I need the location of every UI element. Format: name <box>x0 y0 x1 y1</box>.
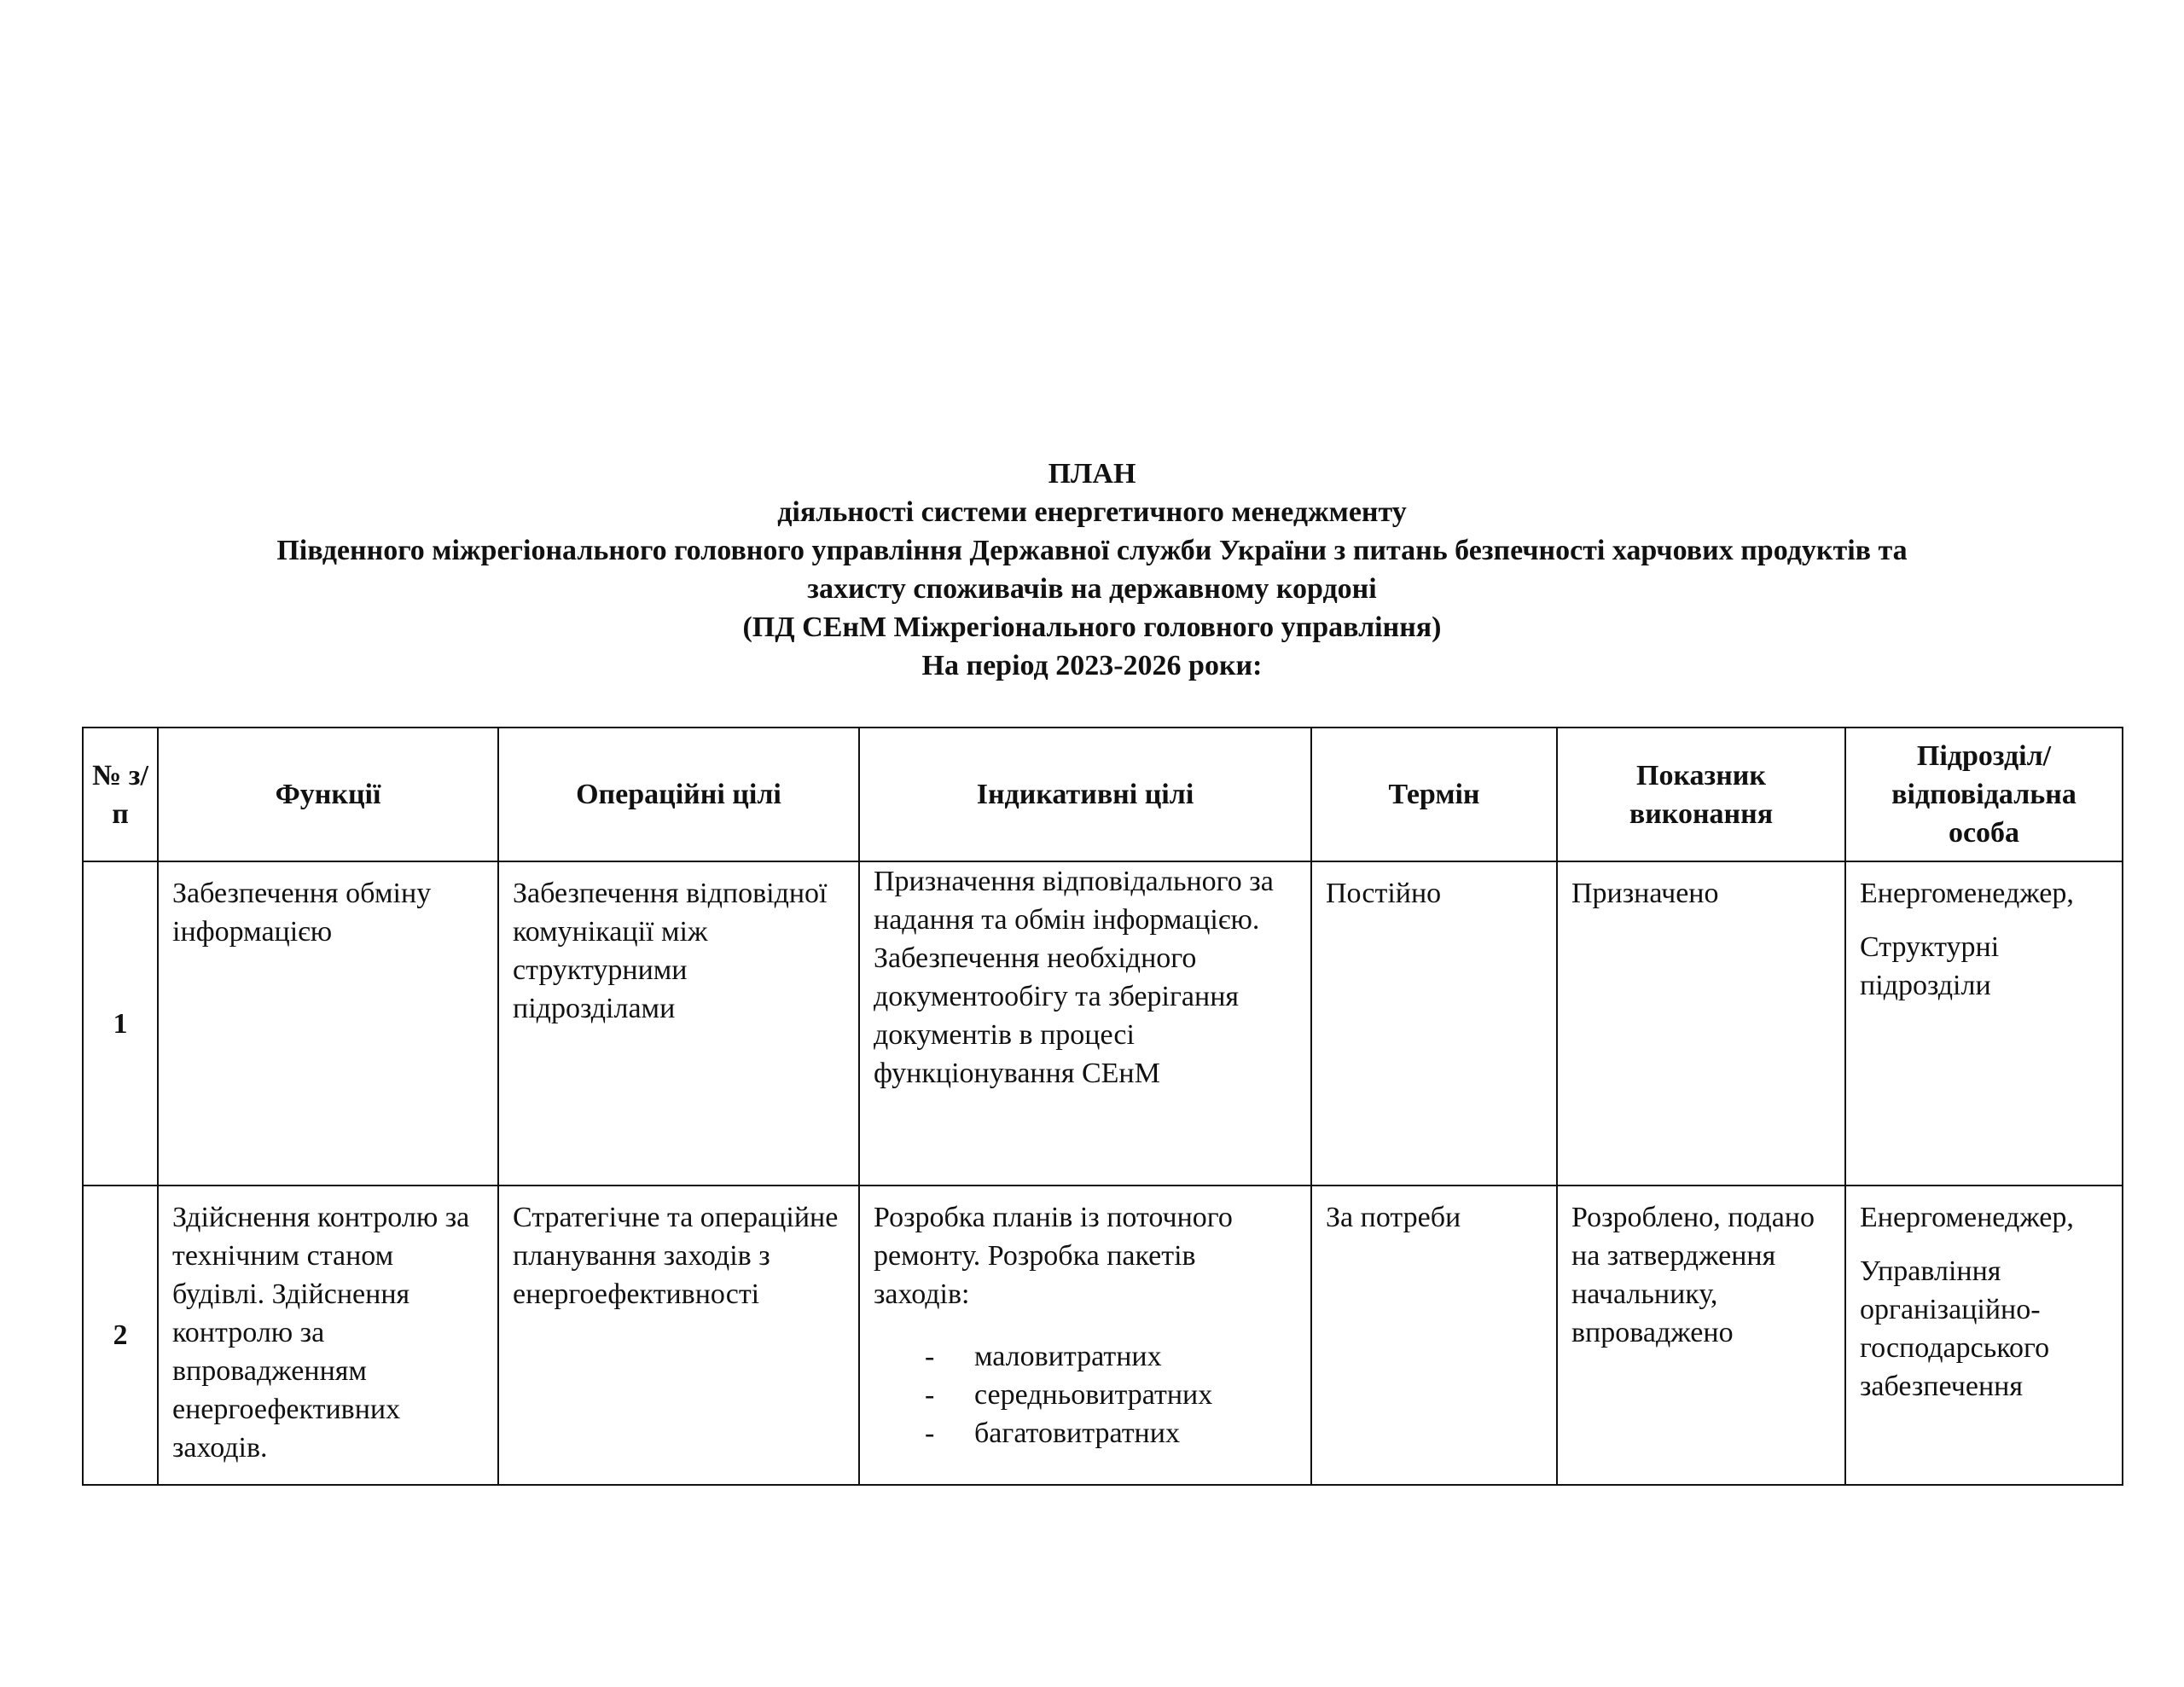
functions-cell: Забезпечення обміну інформацією <box>158 861 498 1186</box>
column-header-functions: Функції <box>158 728 498 861</box>
indicative-goals-text: Розробка планів із поточного ремонту. Розробка пакетів заходів: <box>874 1202 1233 1310</box>
document-title: ПЛАН <box>1048 458 1136 490</box>
measures-list <box>874 1337 1297 1452</box>
table-row <box>83 1186 2123 1485</box>
term-cell: За потреби <box>1311 1186 1557 1485</box>
responsible-unit: Управління організаційно-господарського забезпечення <box>1860 1255 2050 1402</box>
column-header-operational-goals: Операційні цілі <box>498 728 859 861</box>
operational-goals-cell: Стратегічне та операційне планування заходів з енергоефективності <box>498 1186 859 1485</box>
responsible-cell <box>1845 1186 2123 1485</box>
indicative-goals-cell: Призначення відповідального за надання та обмін інформацією. Забезпечення необхідного документообігу та зберігання документів в процесі функціонування СЕнМ <box>859 861 1311 1186</box>
indicator-cell: Призначено <box>1557 861 1845 1186</box>
row-number: 2 <box>83 1186 158 1485</box>
list-item: - маловитратних <box>925 1337 1297 1376</box>
term-cell: Постійно <box>1311 861 1557 1186</box>
plan-table <box>82 727 2123 1486</box>
period-line: На період 2023-2026 роки: <box>921 650 1263 681</box>
organization-name-line-1: Південного міжрегіонального головного управління Державної служби України з питань безпечності харчових продуктів та <box>276 535 1908 566</box>
responsible-unit: Структурні підрозділи <box>1860 931 2000 1001</box>
functions-cell: Здійснення контролю за технічним станом будівлі. Здійснення контролю за впровадженням енергоефективних заходів. <box>158 1186 498 1485</box>
column-header-responsible: Підрозділ/ відповідальна особа <box>1845 728 2123 861</box>
responsible-person: Енергоменеджер, <box>1860 1202 2074 1233</box>
column-header-term: Термін <box>1311 728 1557 861</box>
column-header-number: № з/п <box>83 728 158 861</box>
responsible-person: Енергоменеджер, <box>1860 878 2074 909</box>
indicative-goals-cell <box>859 1186 1311 1485</box>
indicator-cell: Розроблено, подано на затвердження начальнику, впроваджено <box>1557 1186 1845 1485</box>
list-item: - багатовитратних <box>925 1414 1297 1452</box>
organization-name-line-2: захисту споживачів на державному кордоні <box>807 573 1377 605</box>
operational-goals-cell: Забезпечення відповідної комунікації між структурними підрозділами <box>498 861 859 1186</box>
abbreviation-line: (ПД СЕнМ Міжрегіонального головного управління) <box>742 612 1442 643</box>
document-subtitle: діяльності системи енергетичного менеджменту <box>777 496 1407 528</box>
table-row <box>83 861 2123 1186</box>
document-header <box>0 455 2184 685</box>
column-header-indicator: Показник виконання <box>1557 728 1845 861</box>
row-number: 1 <box>83 861 158 1186</box>
list-item: - середньовитратних <box>925 1376 1297 1414</box>
column-header-indicative-goals: Індикативні цілі <box>859 728 1311 861</box>
table-header-row <box>83 728 2123 861</box>
responsible-cell <box>1845 861 2123 1186</box>
